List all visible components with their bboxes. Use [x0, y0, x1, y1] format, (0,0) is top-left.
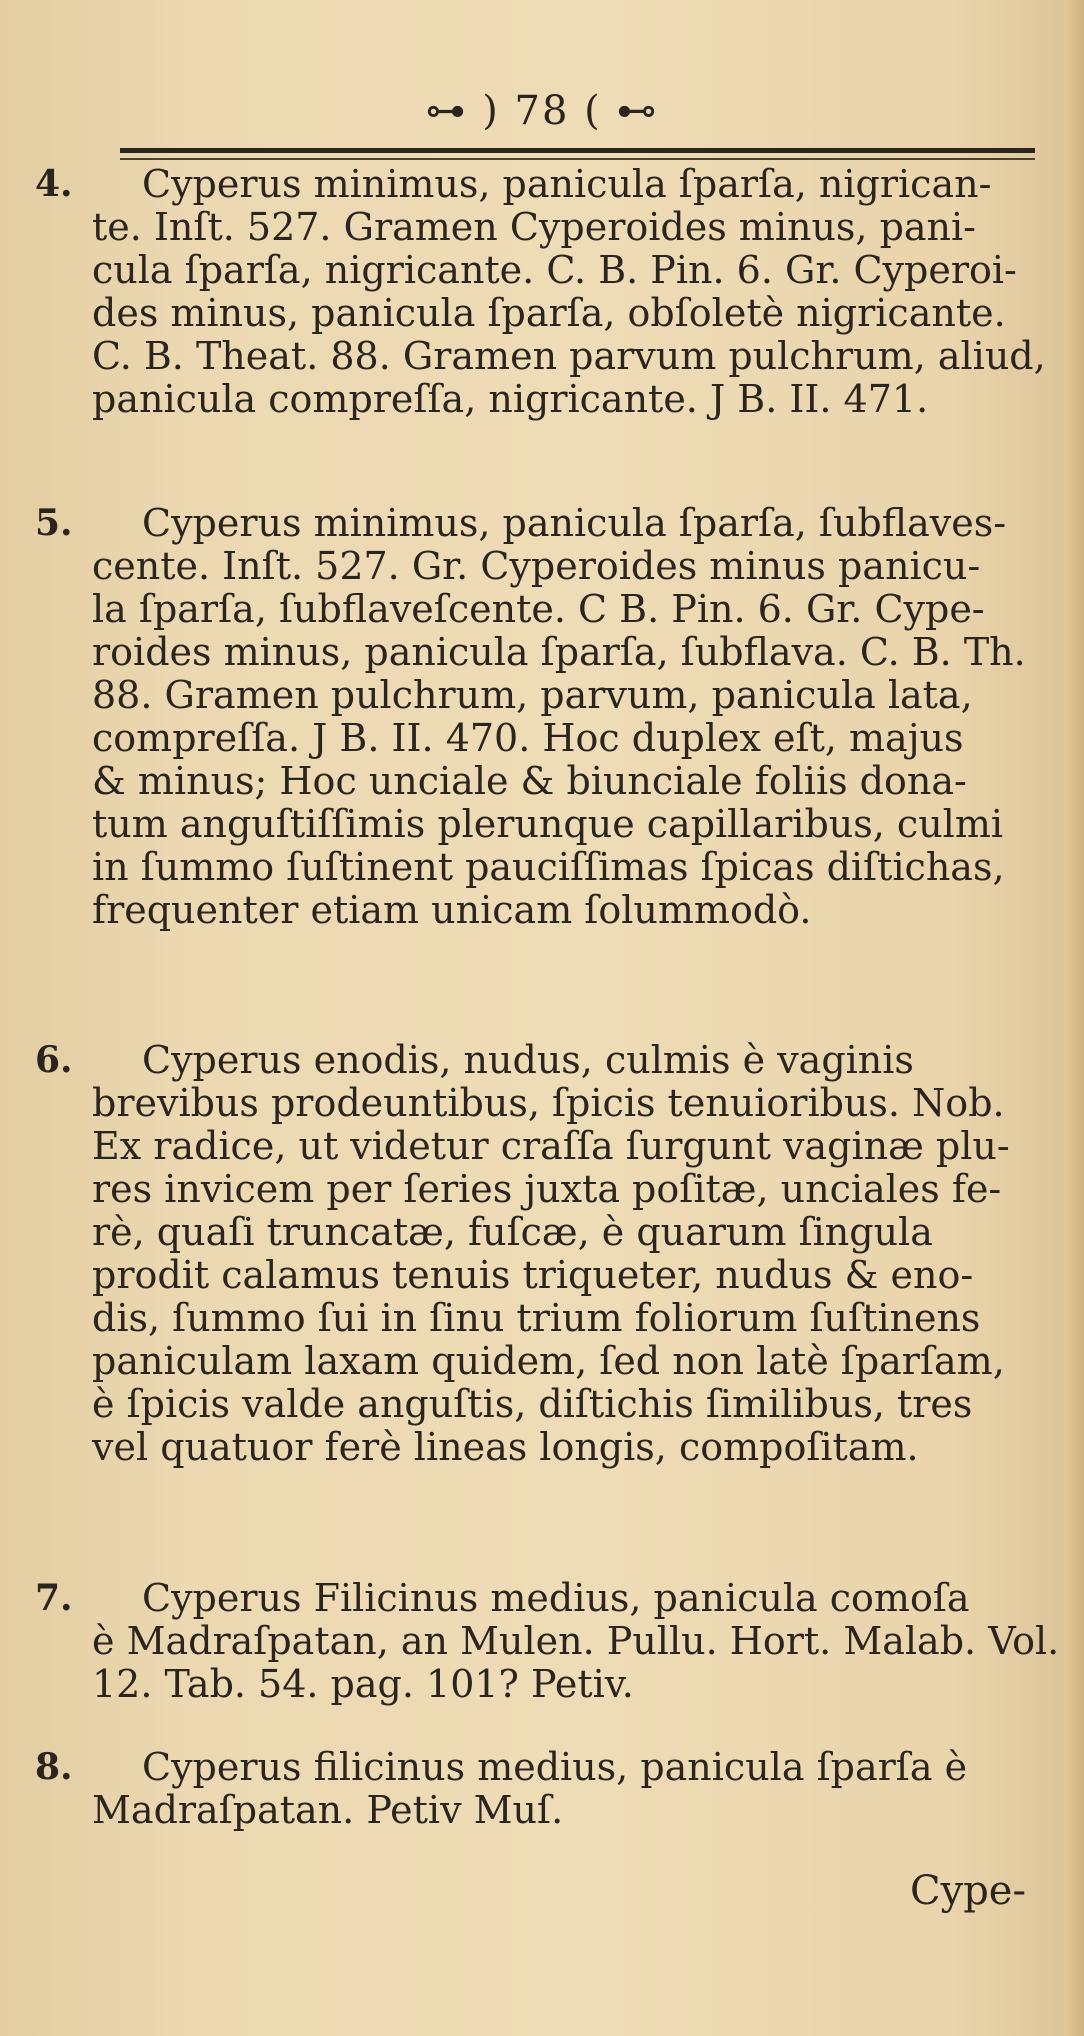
entry-line: C. B. Theat. 88. Gramen parvum pulchrum, aliud,: [92, 334, 1046, 378]
entry-line: dis, ſummo ſui in ſinu trium foliorum ſuſtinens: [92, 1296, 981, 1340]
entry-line: roides minus, panicula ſparſa, ſubflava. C. B. Th.: [92, 630, 1026, 674]
entry-line: Ex radice, ut videtur craſſa ſurgunt vaginæ plu-: [92, 1124, 1010, 1168]
entry-5: [35, 501, 1032, 932]
entry-line: paniculam laxam quidem, ſed non latè ſparſam,: [92, 1339, 1005, 1383]
catchword: Cype-: [910, 1868, 1026, 1914]
entry-line: in ſummo ſuſtinent pauciſſimas ſpicas diſtichas,: [92, 845, 1005, 889]
entry-line: brevibus prodeuntibus, ſpicis tenuioribus. Nob.: [92, 1081, 1005, 1125]
entry-line: Cyperus filicinus medius, panicula ſparſa è: [142, 1745, 968, 1789]
entry-6: [35, 1038, 1032, 1469]
entry-line: Cyperus Filicinus medius, panicula comoſa: [142, 1576, 970, 1620]
entry-line: te. Inſt. 527. Gramen Cyperoides minus, pani-: [92, 205, 977, 249]
header-rule-thin: [120, 158, 1035, 160]
entry-number: 8.: [35, 1746, 73, 1788]
entry-number: 6.: [35, 1039, 73, 1081]
entry-line: Cyperus minimus, panicula ſparſa, ſubflaves-: [142, 501, 1007, 545]
entry-line: rè, quaſi truncatæ, fuſcæ, è quarum ſingula: [92, 1210, 933, 1254]
entry-number: 7.: [35, 1577, 73, 1619]
entry-4: [35, 162, 1046, 421]
entry-line: panicula compreſſa, nigricante. J B. II. 471.: [92, 377, 929, 421]
entry-line: 12. Tab. 54. pag. 101? Petiv.: [92, 1662, 634, 1706]
header-rule: [120, 148, 1035, 153]
entry-line: 88. Gramen pulchrum, parvum, panicula lata,: [92, 673, 973, 717]
entry-line: cente. Inſt. 527. Gr. Cyperoides minus panicu-: [92, 544, 981, 588]
entry-line: prodit calamus tenuis triqueter, nudus & eno-: [92, 1253, 974, 1297]
entry-line: è ſpicis valde anguſtis, diſtichis ſimilibus, tres: [92, 1382, 973, 1426]
entry-line: cula ſparſa, nigricante. C. B. Pin. 6. Gr. Cyperoi-: [92, 248, 1017, 292]
entry-8: [35, 1745, 1032, 1832]
running-head: ⊶ ) 78 ( ⊷: [425, 88, 659, 134]
entry-line: Cyperus enodis, nudus, culmis è vaginis: [142, 1038, 914, 1082]
entry-line: è Madraſpatan, an Mulen. Pullu. Hort. Malab. Vol.: [92, 1619, 1060, 1663]
page-edge: [1064, 0, 1084, 2036]
entry-line: vel quatuor ferè lineas longis, compoſitam.: [92, 1425, 919, 1469]
entry-line: tum anguſtiſſimis plerunque capillaribus, culmi: [92, 802, 1004, 846]
entry-number: 5.: [35, 502, 73, 544]
entry-line: frequenter etiam unicam ſolummodò.: [92, 888, 812, 932]
entry-number: 4.: [35, 163, 73, 205]
entry-line: des minus, panicula ſparſa, obſoletè nigricante.: [92, 291, 1006, 335]
entry-line: & minus; Hoc unciale & biunciale foliis dona-: [92, 759, 967, 803]
entry-7: [35, 1576, 1060, 1706]
entry-line: Madraſpatan. Petiv Muſ.: [92, 1788, 564, 1832]
entry-line: compreſſa. J B. II. 470. Hoc duplex eſt, majus: [92, 716, 964, 760]
entry-line: Cyperus minimus, panicula ſparſa, nigrican-: [142, 162, 992, 206]
entry-line: res invicem per ſeries juxta poſitæ, unciales fe-: [92, 1167, 1002, 1211]
entry-line: la ſparſa, ſubflaveſcente. C B. Pin. 6. Gr. Cype-: [92, 587, 985, 631]
